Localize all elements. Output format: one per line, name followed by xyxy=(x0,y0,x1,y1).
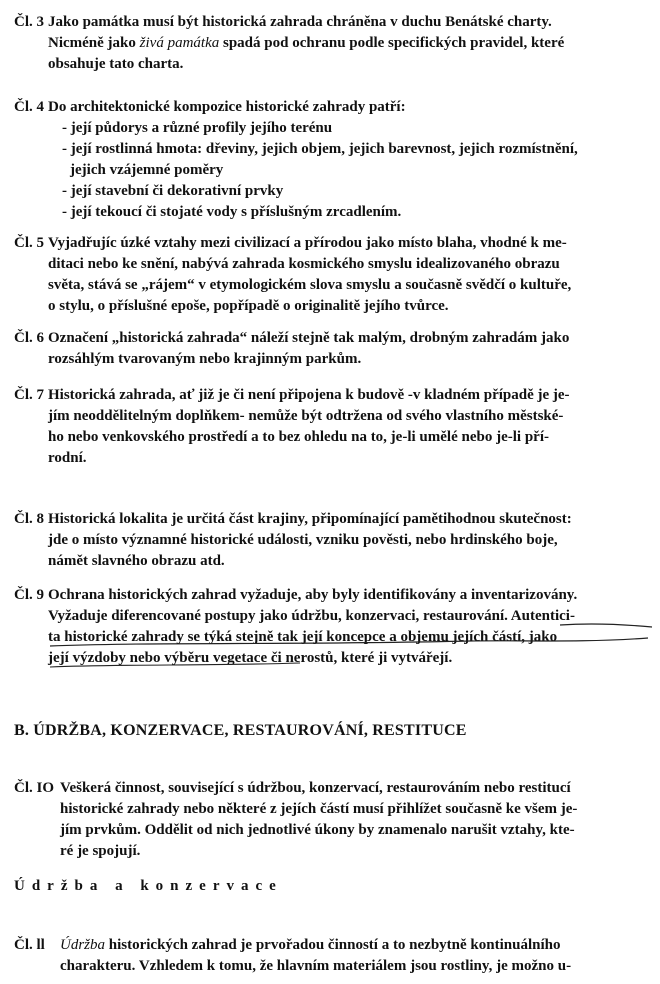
article-11 xyxy=(14,935,654,977)
text-line: Vyžaduje diferencované postupy jako údržbu, konzervaci, restaurování. Autentici- xyxy=(48,608,575,624)
text-line: Označení „historická zahrada“ náleží stejně tak malým, drobným zahradám jako xyxy=(48,330,570,346)
text-line: o stylu, o příslušné epoše, popřípadě o originalitě jejího tvůrce. xyxy=(48,298,449,314)
text-line: ho nebo venkovského prostředí a to bez ohledu na to, je-li umělé nebo je-li pří- xyxy=(48,429,549,445)
text-line: světa, stává se „rájem“ v etymologickém slova smyslu a současně svědčí o kultuře, xyxy=(48,277,572,293)
article-number: Čl. 4 xyxy=(14,99,44,115)
text-line: ré je spojují. xyxy=(60,843,141,859)
text-line: Ochrana historických zahrad vyžaduje, aby byly identifikovány a inventarizovány. xyxy=(48,587,578,603)
article-6 xyxy=(14,328,654,370)
article-number: Čl. IO xyxy=(14,780,55,796)
list-item-continuation: jejich vzájemné poměry xyxy=(70,162,224,178)
text-line: ditaci nebo ke snění, nabývá zahrada kosmického smyslu idealizovaného obrazu xyxy=(48,256,560,272)
article-9 xyxy=(14,585,654,669)
text-line: Do architektonické kompozice historické zahrady patří: xyxy=(48,99,406,115)
subsection-heading: Údržba a konzervace xyxy=(14,878,283,894)
article-number: Čl. 8 xyxy=(14,511,44,527)
text-line: její výzdoby nebo výběru vegetace či nerostů, které ji vytvářejí. xyxy=(48,650,453,666)
text-line: jím prvkům. Oddělit od nich jednotlivé úkony by znamenalo narušit vztahy, kte- xyxy=(60,822,575,838)
text-line: rozsáhlým tvarovaným nebo krajinným parkům. xyxy=(48,351,362,367)
article-3 xyxy=(14,12,654,75)
list-item: - její stavební či dekorativní prvky xyxy=(62,183,284,199)
article-number: Čl. 9 xyxy=(14,587,44,603)
text-line: Jako památka musí být historická zahrada chráněna v duchu Benátské charty. xyxy=(48,14,552,30)
article-10 xyxy=(14,778,654,862)
text-line: Nicméně jako živá památka spadá pod ochranu podle specifických pravidel, které xyxy=(48,35,565,51)
text-line: charakteru. Vzhledem k tomu, že hlavním materiálem jsou rostliny, je možno u- xyxy=(60,958,572,974)
article-number: Čl. 5 xyxy=(14,235,44,251)
article-7 xyxy=(14,385,654,469)
article-5 xyxy=(14,233,654,317)
text-line: Údržba historických zahrad je prvořadou činností a to nezbytně kontinuálního xyxy=(60,937,561,953)
section-heading: B. ÚDRŽBA, KONZERVACE, RESTAUROVÁNÍ, RESTITUCE xyxy=(14,722,467,739)
text-line: Vyjadřujíc úzké vztahy mezi civilizací a přírodou jako místo blaha, vhodné k me- xyxy=(48,235,567,251)
text-line: Veškerá činnost, související s údržbou, konzervací, restaurováním nebo restitucí xyxy=(60,780,571,796)
article-8 xyxy=(14,509,654,572)
article-4 xyxy=(14,97,654,223)
text-line: obsahuje tato charta. xyxy=(48,56,184,72)
text-line: Historická zahrada, ať již je či není připojena k budově -v kladném případě je je- xyxy=(48,387,570,403)
text-line: jím neoddělitelným doplňkem- nemůže být odtržena od svého vlastního městské- xyxy=(48,408,564,424)
list-item: - její půdorys a různé profily jejího terénu xyxy=(62,120,333,136)
article-number: Čl. 3 xyxy=(14,14,44,30)
italic-term: Údržba xyxy=(60,937,106,953)
article-number: Čl. 7 xyxy=(14,387,44,403)
text-line: ta historické zahrady se týká stejně tak její koncepce a objemu jejích částí, jako xyxy=(48,629,558,645)
article-number: Čl. ll xyxy=(14,937,45,953)
italic-term: živá památka xyxy=(139,35,220,51)
text-line: námět slavného obrazu atd. xyxy=(48,553,225,569)
text-line: jde o místo významné historické události, vzniku pověsti, nebo hrdinského boje, xyxy=(48,532,558,548)
text-line: rodní. xyxy=(48,450,87,466)
article-number: Čl. 6 xyxy=(14,330,44,346)
list-item: - její rostlinná hmota: dřeviny, jejich objem, jejich barevnost, jejich rozmístnění, xyxy=(62,141,578,157)
text-line: Historická lokalita je určitá část krajiny, připomínající pamětihodnou skutečnost: xyxy=(48,511,572,527)
text-line: historické zahrady nebo některé z jejích částí musí přihlížet současně ke všem je- xyxy=(60,801,578,817)
list-item: - její tekoucí či stojaté vody s příslušným zrcadlením. xyxy=(62,204,402,220)
